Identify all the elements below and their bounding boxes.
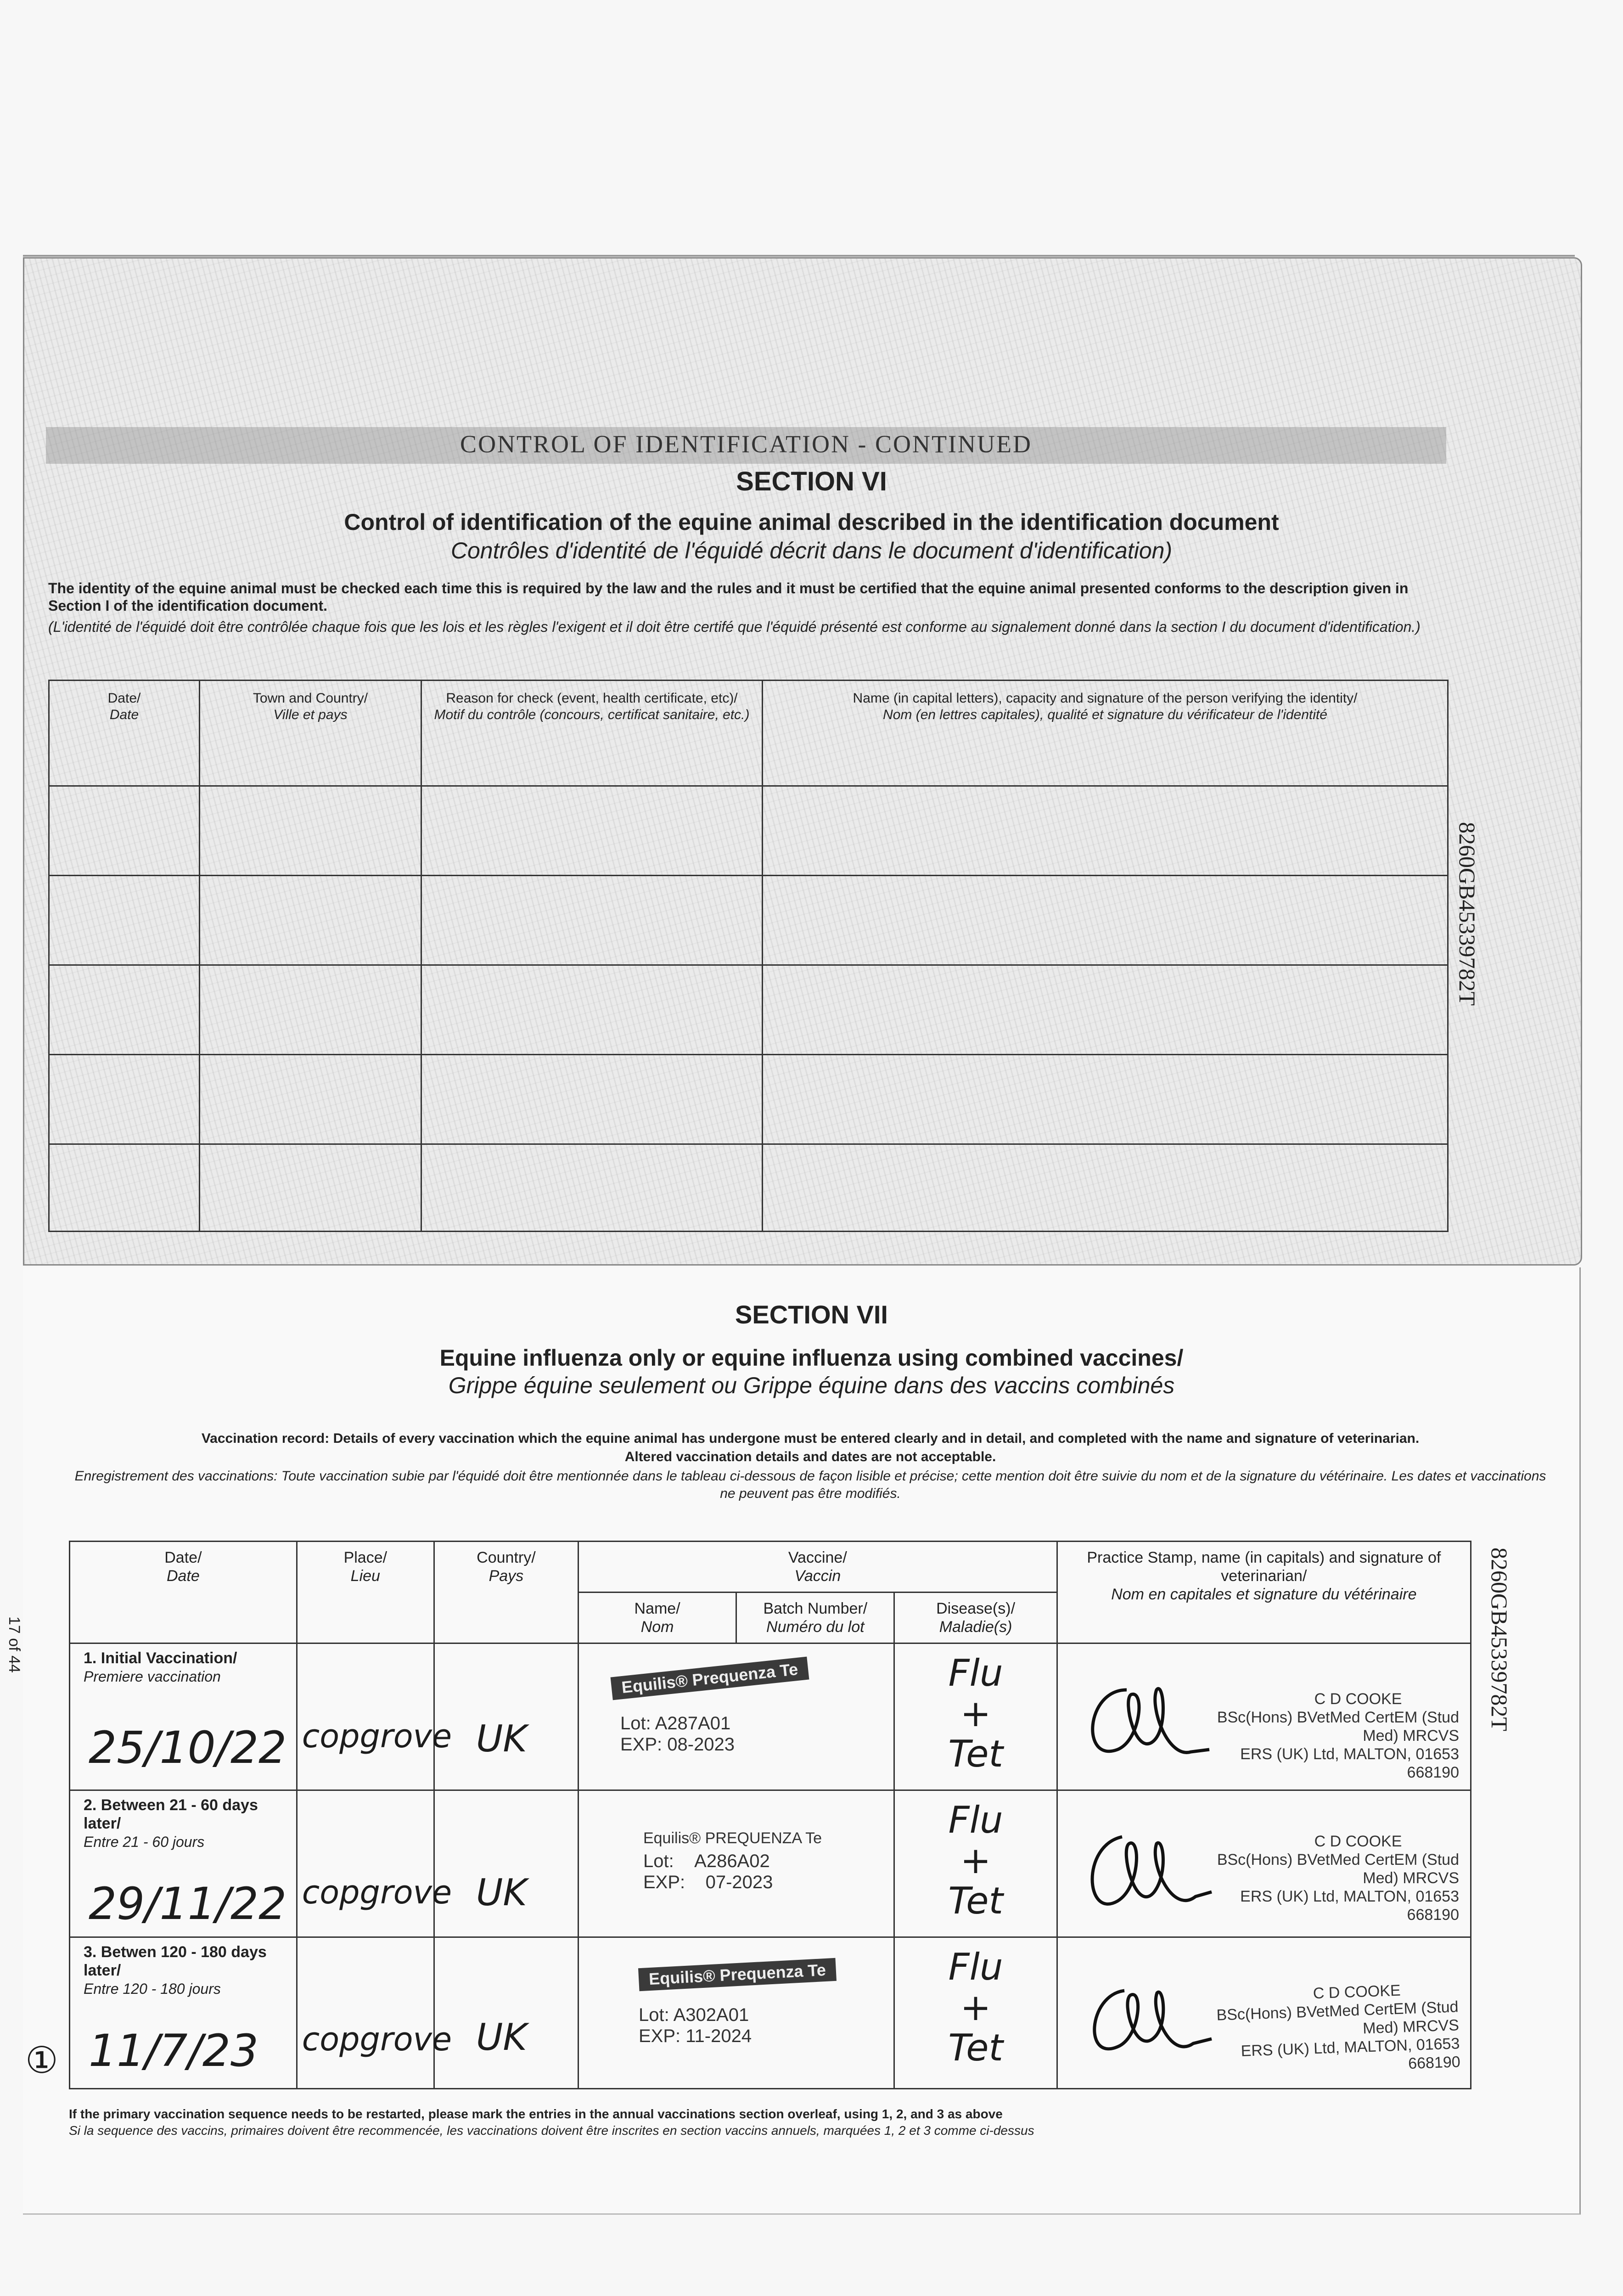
section-vi-intro-en: The identity of the equine animal must be checked each time this is required by the law and the rules and it must be certified that the equine animal presented conforms to the description given in Section I of the identification document. bbox=[48, 580, 1409, 614]
col-reason-header bbox=[421, 681, 763, 786]
disease-value bbox=[895, 1653, 1056, 1774]
row-label-fr: Entre 120 - 180 jours bbox=[84, 1981, 221, 1997]
vaccine-label-cell[interactable] bbox=[578, 1643, 894, 1790]
empty-cell[interactable] bbox=[200, 965, 421, 1055]
empty-cell[interactable] bbox=[49, 1055, 200, 1144]
vaccine-fr: Vaccin bbox=[794, 1567, 841, 1585]
vet-stamp bbox=[1202, 1690, 1459, 1782]
row-label-fr: Entre 21 - 60 jours bbox=[84, 1834, 205, 1850]
row-label bbox=[71, 1644, 296, 1686]
section-vii-subtitle-fr: Grippe équine seulement ou Grippe équine dans des vaccins combinés bbox=[448, 1373, 1175, 1398]
row-label-en: 2. Between 21 - 60 days later/ bbox=[84, 1796, 258, 1832]
identity-check-header-row bbox=[49, 681, 1448, 786]
empty-cell[interactable] bbox=[763, 786, 1448, 876]
disease-2: Tet bbox=[948, 1733, 1003, 1775]
lot-label: Lot: bbox=[620, 1713, 651, 1733]
lot-line bbox=[620, 1713, 730, 1734]
col-town-fr: Ville et pays bbox=[273, 707, 348, 722]
vaccine-en: Vaccine/ bbox=[788, 1549, 847, 1566]
col-verifier-fr: Nom (en lettres capitales), qualité et signature du vérificateur de l'identité bbox=[883, 707, 1327, 722]
empty-cell[interactable] bbox=[421, 1144, 763, 1232]
empty-cell[interactable] bbox=[763, 965, 1448, 1055]
col-verifier-en: Name (in capital letters), capacity and signature of the person verifying the identity/ bbox=[853, 691, 1358, 706]
batch-fr: Numéro du lot bbox=[766, 1618, 865, 1636]
disease-cell[interactable] bbox=[894, 1937, 1057, 2089]
place-cell[interactable] bbox=[297, 1790, 452, 1937]
practice-stamp-cell[interactable] bbox=[1057, 1643, 1471, 1790]
place-cell[interactable] bbox=[297, 1937, 452, 2089]
vet-quals: BSc(Hons) BVetMed CertEM (Stud Med) MRCVS bbox=[1216, 1998, 1460, 2037]
vet-practice: ERS (UK) Ltd, MALTON, 01653 668190 bbox=[1240, 1888, 1459, 1924]
veterinarian-signature bbox=[1076, 1823, 1214, 1924]
header-band-title: CONTROL OF IDENTIFICATION - CONTINUED bbox=[460, 430, 1032, 458]
section-vi-subtitle-en: Control of identification of the equine animal described in the identification document bbox=[344, 509, 1279, 535]
page-counter: 17 of 44 bbox=[6, 1616, 23, 1673]
vaccination-record-en-2: Altered vaccination details and dates are not acceptable. bbox=[624, 1449, 996, 1464]
vaccine-sticker bbox=[611, 1659, 809, 1697]
disease-value bbox=[895, 1947, 1056, 2068]
footer-note-en: If the primary vaccination sequence needs to be restarted, please mark the entries in the annual vaccinations section overleaf, using 1, 2, and 3 as above bbox=[69, 2107, 1003, 2121]
vacc-date-en: Date/ bbox=[164, 1549, 202, 1566]
col-date-en: Date/ bbox=[107, 691, 141, 706]
table-row bbox=[70, 1790, 1471, 1937]
practice-stamp-cell[interactable] bbox=[1057, 1790, 1471, 1937]
veterinarian-signature bbox=[1076, 1970, 1214, 2071]
empty-cell[interactable] bbox=[49, 1144, 200, 1232]
practice-fr: Nom en capitales et signature du vétérinaire bbox=[1111, 1586, 1417, 1603]
vaccination-header-row bbox=[70, 1542, 1471, 1593]
vet-name: C D COOKE bbox=[1314, 1833, 1402, 1850]
col-vacc-date-header bbox=[70, 1542, 297, 1643]
footer-note-fr: Si la sequence des vaccins, primaires doivent être recommencée, les vaccinations doivent être inscrites en section vaccins annuels, marquées 1, 2 et 3 comme ci-dessus bbox=[69, 2123, 1034, 2138]
table-row bbox=[49, 786, 1448, 876]
vaccine-name: Equilis® Prequenza Te bbox=[638, 1958, 837, 1991]
lot-line bbox=[639, 2004, 749, 2026]
section-vi-subtitle-fr: Contrôles d'identité de l'équidé décrit dans le document d'identification) bbox=[450, 538, 1173, 563]
empty-cell[interactable] bbox=[200, 786, 421, 876]
country-value: UK bbox=[476, 1717, 527, 1760]
vaccination-date: 25/10/22 bbox=[89, 1722, 287, 1773]
exp-label: EXP: bbox=[620, 1734, 663, 1755]
table-row bbox=[49, 1144, 1448, 1232]
disease-plus: + bbox=[960, 1986, 991, 2029]
vet-practice: ERS (UK) Ltd, MALTON, 01653 668190 bbox=[1241, 2035, 1461, 2073]
table-row bbox=[49, 876, 1448, 965]
country-en: Country/ bbox=[477, 1549, 536, 1566]
row-label-en: 1. Initial Vaccination/ bbox=[84, 1649, 237, 1667]
vet-stamp bbox=[1202, 1832, 1459, 1924]
empty-cell[interactable] bbox=[421, 876, 763, 965]
empty-cell[interactable] bbox=[200, 876, 421, 965]
table-row bbox=[70, 1937, 1471, 2089]
col-reason-en: Reason for check (event, health certificate, etc)/ bbox=[446, 691, 738, 706]
place-value: copgrove bbox=[302, 1717, 452, 1755]
table-row bbox=[49, 965, 1448, 1055]
vaccination-table bbox=[69, 1541, 1471, 2089]
empty-cell[interactable] bbox=[49, 876, 200, 965]
vaccine-name: Equilis® Prequenza Te bbox=[611, 1657, 809, 1700]
vaccine-sticker bbox=[639, 1960, 836, 1989]
exp-line bbox=[639, 2026, 752, 2047]
passport-number-lower: 8260GB45339782T bbox=[1487, 1548, 1512, 1731]
lot-number: A302A01 bbox=[673, 2005, 749, 2025]
col-town-header bbox=[200, 681, 421, 786]
vaccination-date: 11/7/23 bbox=[89, 2025, 259, 2077]
col-vaccine-name-header bbox=[578, 1593, 736, 1643]
lot-number: A287A01 bbox=[655, 1713, 731, 1733]
empty-cell[interactable] bbox=[763, 876, 1448, 965]
vacc-date-cell[interactable] bbox=[70, 1643, 297, 1790]
vaccine-label-cell[interactable] bbox=[578, 1937, 894, 2089]
disease-1: Flu bbox=[948, 1799, 1003, 1841]
restart-mark: ① bbox=[25, 2039, 58, 2082]
section-vii-title: SECTION VII bbox=[735, 1300, 888, 1329]
place-cell[interactable] bbox=[297, 1643, 452, 1790]
empty-cell[interactable] bbox=[200, 1055, 421, 1144]
disease-1: Flu bbox=[948, 1946, 1003, 1988]
vet-quals: BSc(Hons) BVetMed CertEM (Stud Med) MRCVS bbox=[1217, 1709, 1459, 1745]
exp-line bbox=[620, 1734, 735, 1755]
disease-en: Disease(s)/ bbox=[936, 1600, 1016, 1617]
disease-plus: + bbox=[960, 1839, 991, 1882]
country-value: UK bbox=[476, 1871, 527, 1914]
col-place-header bbox=[297, 1542, 434, 1643]
col-disease-header bbox=[894, 1593, 1057, 1643]
col-town-en: Town and Country/ bbox=[253, 691, 368, 706]
col-batch-header bbox=[736, 1593, 894, 1643]
lot-label: Lot: bbox=[638, 2005, 669, 2025]
empty-cell[interactable] bbox=[763, 1144, 1448, 1232]
row-label bbox=[71, 1938, 296, 1998]
empty-cell[interactable] bbox=[763, 1055, 1448, 1144]
practice-stamp-cell[interactable] bbox=[1057, 1937, 1471, 2089]
country-fr: Pays bbox=[489, 1567, 524, 1585]
col-practice-header bbox=[1057, 1542, 1471, 1643]
vaccination-record-fr: Enregistrement des vaccinations: Toute vaccination subie par l'équidé doit être mentionnée dans le tableau ci-dessous de façon lisible et précise; cette mention doit être suivie du nom et de la signature du vétérinaire. Les dates et vaccinations ne peuvent pas être modifiés. bbox=[74, 1469, 1546, 1501]
vet-quals: BSc(Hons) BVetMed CertEM (Stud Med) MRCVS bbox=[1217, 1851, 1459, 1887]
vacc-date-fr: Date bbox=[166, 1567, 200, 1585]
exp-date: 08-2023 bbox=[667, 1734, 735, 1755]
exp-label: EXP: bbox=[643, 1872, 685, 1892]
vaccination-record-en: Vaccination record: Details of every vaccination which the equine animal has undergone must be entered clearly and in detail, and completed with the name and signature of veterinarian. bbox=[201, 1431, 1420, 1446]
place-value: copgrove bbox=[302, 2020, 452, 2058]
batch-en: Batch Number/ bbox=[763, 1600, 868, 1617]
country-cell[interactable] bbox=[434, 1643, 578, 1790]
page-edge-line bbox=[23, 255, 1575, 257]
col-verifier-header bbox=[763, 681, 1448, 786]
col-vaccine-header bbox=[578, 1542, 1057, 1593]
vaccination-date: 29/11/22 bbox=[89, 1878, 287, 1930]
empty-cell[interactable] bbox=[421, 965, 763, 1055]
row-label bbox=[71, 1791, 296, 1851]
vet-practice: ERS (UK) Ltd, MALTON, 01653 668190 bbox=[1240, 1745, 1459, 1781]
disease-value bbox=[895, 1800, 1056, 1921]
section-vi-intro-fr: (L'identité de l'équidé doit être contrôlée chaque fois que les lois et les règles l'exigent et il doit être certifé que l'équidé présenté est conforme au signalement donné dans la section I du document d'identification.) bbox=[48, 619, 1421, 635]
lot-label: Lot: bbox=[643, 1851, 674, 1871]
col-country-header bbox=[434, 1542, 578, 1643]
place-fr: Lieu bbox=[350, 1567, 380, 1585]
passport-number-upper: 8260GB45339782T bbox=[1455, 822, 1480, 1006]
col-date-header bbox=[49, 681, 200, 786]
col-reason-fr: Motif du contrôle (concours, certificat sanitaire, etc.) bbox=[434, 707, 750, 722]
empty-cell[interactable] bbox=[421, 1055, 763, 1144]
country-cell[interactable] bbox=[434, 1790, 578, 1937]
disease-cell[interactable] bbox=[894, 1790, 1057, 1937]
vacc-date-cell[interactable] bbox=[70, 1937, 297, 2089]
place-en: Place/ bbox=[343, 1549, 387, 1566]
disease-2: Tet bbox=[948, 1880, 1003, 1922]
lot-line bbox=[643, 1851, 770, 1872]
vacc-date-cell[interactable] bbox=[70, 1790, 297, 1937]
vet-name: C D COOKE bbox=[1313, 1981, 1401, 2003]
vaccine-name-fr: Nom bbox=[640, 1618, 674, 1636]
lot-number: A286A02 bbox=[694, 1851, 770, 1871]
identity-check-table bbox=[48, 680, 1449, 1232]
empty-cell[interactable] bbox=[421, 786, 763, 876]
table-row bbox=[70, 1643, 1471, 1790]
exp-date: 07-2023 bbox=[705, 1872, 773, 1892]
vaccine-label-cell[interactable] bbox=[578, 1790, 894, 1937]
country-cell[interactable] bbox=[434, 1937, 578, 2089]
table-row bbox=[49, 1055, 1448, 1144]
place-value: copgrove bbox=[302, 1874, 452, 1911]
disease-1: Flu bbox=[948, 1652, 1003, 1694]
vaccine-name-en: Name/ bbox=[634, 1600, 680, 1617]
empty-cell[interactable] bbox=[49, 965, 200, 1055]
col-date-fr: Date bbox=[109, 707, 139, 722]
disease-plus: + bbox=[960, 1692, 991, 1735]
exp-label: EXP: bbox=[638, 2026, 681, 2046]
exp-date: 11-2024 bbox=[685, 2026, 752, 2046]
vaccine-name: Equilis® PREQUENZA Te bbox=[643, 1829, 822, 1847]
veterinarian-signature bbox=[1076, 1671, 1214, 1773]
vet-stamp bbox=[1201, 1979, 1461, 2080]
practice-en: Practice Stamp, name (in capitals) and signature of veterinarian/ bbox=[1087, 1549, 1441, 1585]
exp-line bbox=[643, 1872, 773, 1893]
disease-2: Tet bbox=[948, 2026, 1003, 2069]
disease-fr: Maladie(s) bbox=[939, 1618, 1012, 1636]
section-vi-title: SECTION VI bbox=[736, 467, 887, 496]
disease-cell[interactable] bbox=[894, 1643, 1057, 1790]
vet-name: C D COOKE bbox=[1314, 1690, 1402, 1708]
empty-cell[interactable] bbox=[49, 786, 200, 876]
empty-cell[interactable] bbox=[200, 1144, 421, 1232]
section-vii-subtitle-en: Equine influenza only or equine influenza using combined vaccines/ bbox=[439, 1345, 1184, 1371]
row-label-en: 3. Betwen 120 - 180 days later/ bbox=[84, 1943, 267, 1979]
row-label-fr: Premiere vaccination bbox=[84, 1668, 221, 1685]
country-value: UK bbox=[476, 2016, 527, 2059]
